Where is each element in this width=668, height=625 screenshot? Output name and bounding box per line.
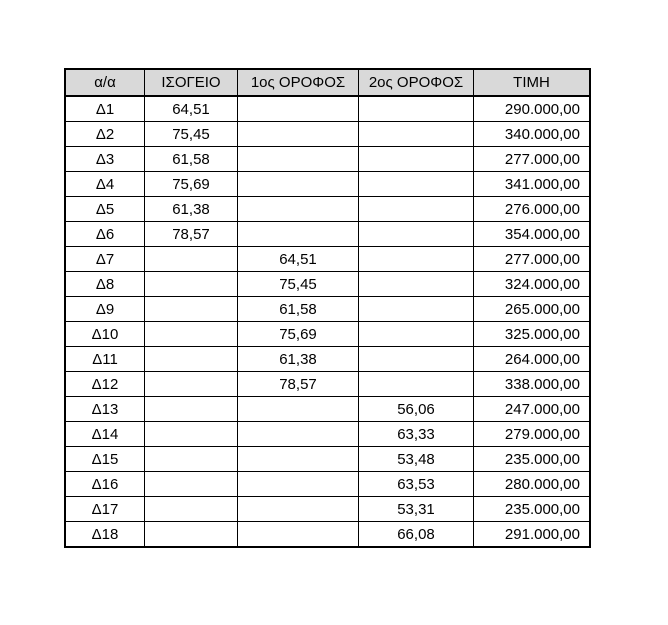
apartments-price-table bbox=[64, 68, 591, 548]
table-row bbox=[65, 147, 590, 172]
unit-id-cell: Δ3 bbox=[65, 147, 145, 172]
ground-floor-area-cell: 61,58 bbox=[145, 147, 238, 172]
price-cell: 277.000,00 bbox=[474, 247, 591, 272]
unit-id-cell: Δ12 bbox=[65, 372, 145, 397]
unit-id-cell: Δ18 bbox=[65, 522, 145, 548]
ground-floor-area-cell: 64,51 bbox=[145, 96, 238, 122]
ground-floor-area-cell: 61,38 bbox=[145, 197, 238, 222]
ground-floor-area-cell: 78,57 bbox=[145, 222, 238, 247]
price-cell: 291.000,00 bbox=[474, 522, 591, 548]
ground-floor-area-cell bbox=[145, 372, 238, 397]
first-floor-area-cell: 78,57 bbox=[238, 372, 359, 397]
first-floor-area-cell bbox=[238, 172, 359, 197]
price-cell: 247.000,00 bbox=[474, 397, 591, 422]
first-floor-area-cell bbox=[238, 447, 359, 472]
second-floor-area-cell bbox=[359, 347, 474, 372]
first-floor-area-cell bbox=[238, 122, 359, 147]
second-floor-area-cell bbox=[359, 197, 474, 222]
price-cell: 338.000,00 bbox=[474, 372, 591, 397]
column-header-4: ΤΙΜΗ bbox=[474, 69, 591, 96]
second-floor-area-cell: 56,06 bbox=[359, 397, 474, 422]
second-floor-area-cell bbox=[359, 322, 474, 347]
table-row bbox=[65, 197, 590, 222]
table-row bbox=[65, 322, 590, 347]
table-row bbox=[65, 222, 590, 247]
table-row bbox=[65, 422, 590, 447]
unit-id-cell: Δ15 bbox=[65, 447, 145, 472]
first-floor-area-cell bbox=[238, 197, 359, 222]
table-row bbox=[65, 497, 590, 522]
table-row bbox=[65, 297, 590, 322]
ground-floor-area-cell bbox=[145, 447, 238, 472]
ground-floor-area-cell: 75,45 bbox=[145, 122, 238, 147]
unit-id-cell: Δ2 bbox=[65, 122, 145, 147]
first-floor-area-cell: 64,51 bbox=[238, 247, 359, 272]
unit-id-cell: Δ7 bbox=[65, 247, 145, 272]
unit-id-cell: Δ16 bbox=[65, 472, 145, 497]
unit-id-cell: Δ10 bbox=[65, 322, 145, 347]
unit-id-cell: Δ9 bbox=[65, 297, 145, 322]
price-cell: 279.000,00 bbox=[474, 422, 591, 447]
price-cell: 340.000,00 bbox=[474, 122, 591, 147]
first-floor-area-cell bbox=[238, 147, 359, 172]
unit-id-cell: Δ6 bbox=[65, 222, 145, 247]
first-floor-area-cell bbox=[238, 522, 359, 548]
ground-floor-area-cell bbox=[145, 322, 238, 347]
first-floor-area-cell bbox=[238, 397, 359, 422]
price-cell: 264.000,00 bbox=[474, 347, 591, 372]
first-floor-area-cell bbox=[238, 422, 359, 447]
second-floor-area-cell: 53,48 bbox=[359, 447, 474, 472]
first-floor-area-cell bbox=[238, 497, 359, 522]
second-floor-area-cell: 53,31 bbox=[359, 497, 474, 522]
price-cell: 265.000,00 bbox=[474, 297, 591, 322]
first-floor-area-cell: 75,69 bbox=[238, 322, 359, 347]
ground-floor-area-cell bbox=[145, 422, 238, 447]
second-floor-area-cell bbox=[359, 122, 474, 147]
ground-floor-area-cell bbox=[145, 347, 238, 372]
first-floor-area-cell bbox=[238, 222, 359, 247]
ground-floor-area-cell bbox=[145, 472, 238, 497]
table-row bbox=[65, 372, 590, 397]
second-floor-area-cell bbox=[359, 297, 474, 322]
unit-id-cell: Δ8 bbox=[65, 272, 145, 297]
column-header-0: α/α bbox=[65, 69, 145, 96]
price-cell: 325.000,00 bbox=[474, 322, 591, 347]
unit-id-cell: Δ5 bbox=[65, 197, 145, 222]
column-header-2: 1ος ΟΡΟΦΟΣ bbox=[238, 69, 359, 96]
price-cell: 354.000,00 bbox=[474, 222, 591, 247]
unit-id-cell: Δ1 bbox=[65, 96, 145, 122]
second-floor-area-cell bbox=[359, 96, 474, 122]
unit-id-cell: Δ14 bbox=[65, 422, 145, 447]
table-head bbox=[65, 69, 590, 96]
table-row bbox=[65, 447, 590, 472]
price-cell: 324.000,00 bbox=[474, 272, 591, 297]
price-cell: 235.000,00 bbox=[474, 447, 591, 472]
second-floor-area-cell bbox=[359, 272, 474, 297]
ground-floor-area-cell: 75,69 bbox=[145, 172, 238, 197]
price-cell: 341.000,00 bbox=[474, 172, 591, 197]
ground-floor-area-cell bbox=[145, 272, 238, 297]
unit-id-cell: Δ4 bbox=[65, 172, 145, 197]
table-row bbox=[65, 122, 590, 147]
ground-floor-area-cell bbox=[145, 522, 238, 548]
table-header-row bbox=[65, 69, 590, 96]
price-cell: 277.000,00 bbox=[474, 147, 591, 172]
second-floor-area-cell bbox=[359, 222, 474, 247]
first-floor-area-cell bbox=[238, 472, 359, 497]
second-floor-area-cell: 63,33 bbox=[359, 422, 474, 447]
unit-id-cell: Δ11 bbox=[65, 347, 145, 372]
table-row bbox=[65, 472, 590, 497]
column-header-1: ΙΣΟΓΕΙΟ bbox=[145, 69, 238, 96]
price-cell: 276.000,00 bbox=[474, 197, 591, 222]
ground-floor-area-cell bbox=[145, 247, 238, 272]
second-floor-area-cell bbox=[359, 147, 474, 172]
first-floor-area-cell: 61,38 bbox=[238, 347, 359, 372]
price-cell: 235.000,00 bbox=[474, 497, 591, 522]
ground-floor-area-cell bbox=[145, 497, 238, 522]
second-floor-area-cell bbox=[359, 247, 474, 272]
table-row bbox=[65, 347, 590, 372]
first-floor-area-cell: 75,45 bbox=[238, 272, 359, 297]
second-floor-area-cell: 63,53 bbox=[359, 472, 474, 497]
first-floor-area-cell: 61,58 bbox=[238, 297, 359, 322]
table-row bbox=[65, 522, 590, 548]
price-cell: 280.000,00 bbox=[474, 472, 591, 497]
unit-id-cell: Δ13 bbox=[65, 397, 145, 422]
table-row bbox=[65, 96, 590, 122]
table-row bbox=[65, 272, 590, 297]
ground-floor-area-cell bbox=[145, 297, 238, 322]
price-cell: 290.000,00 bbox=[474, 96, 591, 122]
second-floor-area-cell: 66,08 bbox=[359, 522, 474, 548]
first-floor-area-cell bbox=[238, 96, 359, 122]
second-floor-area-cell bbox=[359, 372, 474, 397]
ground-floor-area-cell bbox=[145, 397, 238, 422]
unit-id-cell: Δ17 bbox=[65, 497, 145, 522]
second-floor-area-cell bbox=[359, 172, 474, 197]
table-row bbox=[65, 172, 590, 197]
table-row bbox=[65, 397, 590, 422]
table-row bbox=[65, 247, 590, 272]
column-header-3: 2ος ΟΡΟΦΟΣ bbox=[359, 69, 474, 96]
table-body bbox=[65, 96, 590, 547]
